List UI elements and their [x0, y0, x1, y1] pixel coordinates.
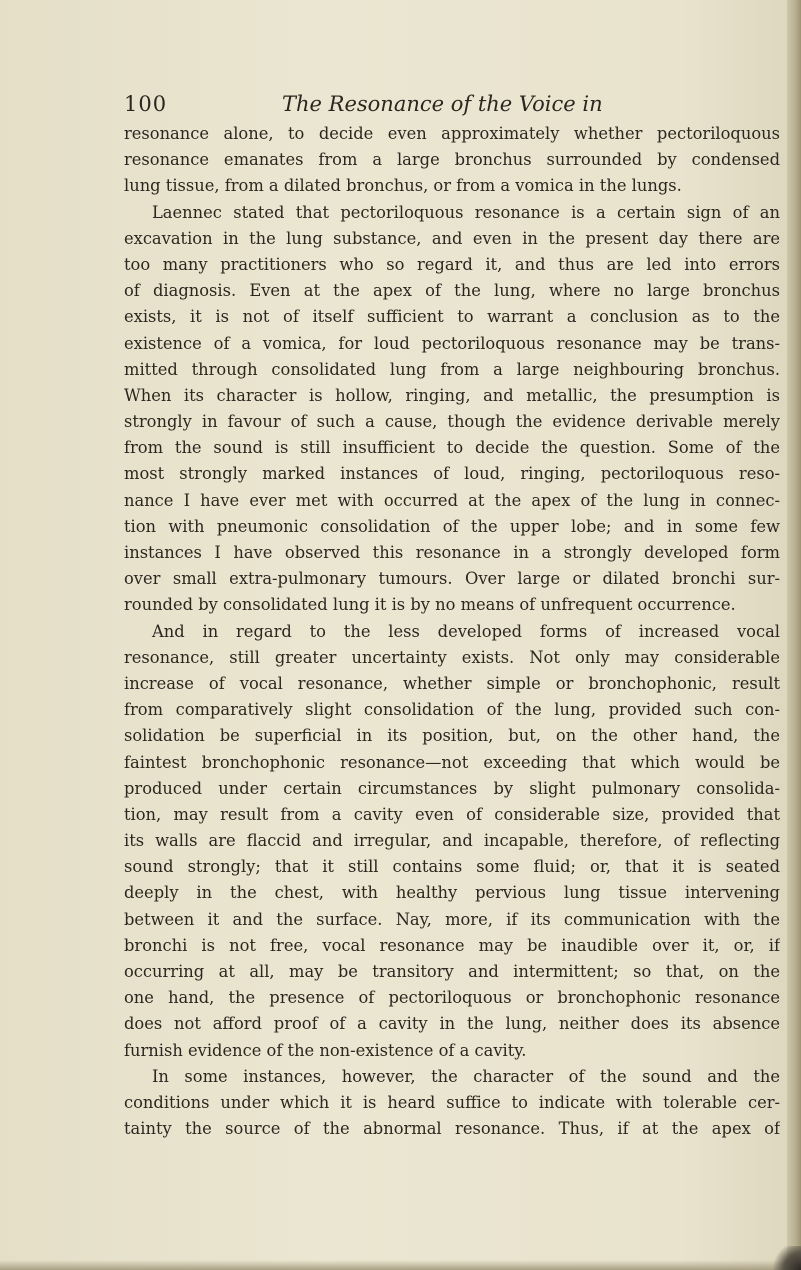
text-line: over small extra-pulmonary tumours. Over large or dilated bronchi sur- [124, 569, 780, 589]
text-line: resonance emanates from a large bronchus surrounded by condensed [124, 150, 780, 170]
text-line: tainty the source of the abnormal resonance. Thus, if at the apex of [124, 1119, 780, 1139]
text-line: tion, may result from a cavity even of considerable size, provided that [124, 804, 780, 824]
text-line: increase of vocal resonance, whether simple or bronchophonic, result [124, 673, 780, 693]
page-corner-shadow [771, 1246, 801, 1270]
text-line: resonance alone, to decide even approximately whether pectoriloquous [124, 124, 780, 143]
text-line: furnish evidence of the non-existence of a cavity. [124, 1040, 527, 1060]
page-edge-shadow [787, 0, 801, 1270]
running-title: The Resonance of the Voice in [282, 92, 603, 116]
text-line: faintest bronchophonic resonance—not exceeding that which would be [124, 752, 780, 772]
text-line: its walls are flaccid and irregular, and incapable, therefore, of reflecting [124, 831, 780, 851]
text-line: Laennec stated that pectoriloquous resonance is a certain sign of an [152, 202, 780, 222]
text-line: In some instances, however, the character of the sound and the [152, 1066, 780, 1086]
text-line: deeply in the chest, with healthy pervious lung tissue intervening [124, 883, 780, 903]
text-line: lung tissue, from a dilated bronchus, or from a vomica in the lungs. [124, 176, 682, 196]
text-line: most strongly marked instances of loud, ringing, pectoriloquous reso- [124, 464, 780, 484]
text-line: mitted through consolidated lung from a large neighbouring bronchus. [124, 359, 780, 379]
text-line: existence of a vomica, for loud pectoriloquous resonance may be trans- [124, 333, 780, 353]
text-line: does not afford proof of a cavity in the lung, neither does its absence [124, 1014, 780, 1034]
text-line: of diagnosis. Even at the apex of the lung, where no large bronchus [124, 281, 780, 301]
text-line: conditions under which it is heard suffice to indicate with tolerable cer- [124, 1092, 780, 1112]
text-line: too many practitioners who so regard it, and thus are led into errors [124, 254, 780, 274]
text-line: solidation be superficial in its position, but, on the other hand, the [124, 726, 780, 746]
text-line: excavation in the lung substance, and even in the present day there are [124, 228, 780, 248]
page-bottom-edge [0, 1260, 801, 1270]
page-number: 100 [124, 92, 168, 116]
text-line: from the sound is still insufficient to decide the question. Some of the [124, 438, 780, 458]
text-line: occurring at all, may be transitory and intermittent; so that, on the [124, 962, 780, 981]
text-line: When its character is hollow, ringing, and metallic, the presumption is [124, 385, 780, 405]
text-line: strongly in favour of such a cause, though the evidence derivable merely [124, 412, 780, 432]
text-line: bronchi is not free, vocal resonance may be inaudible over it, or, if [124, 935, 780, 955]
text-line: sound strongly; that it still contains some fluid; or, that it is seated [124, 857, 780, 877]
text-line: from comparatively slight consolidation of the lung, provided such con- [124, 700, 780, 720]
text-line: one hand, the presence of pectoriloquous or bronchophonic resonance [124, 988, 780, 1008]
body-text [124, 121, 780, 1142]
text-line: rounded by consolidated lung it is by no means of unfrequent occurrence. [124, 595, 736, 615]
text-line: instances I have observed this resonance in a strongly developed form [124, 543, 780, 562]
text-line: produced under certain circumstances by slight pulmonary consolida- [124, 778, 780, 798]
text-line: resonance, still greater uncertainty exists. Not only may considerable [124, 647, 780, 667]
text-line: exists, it is not of itself sufficient to warrant a conclusion as to the [124, 307, 780, 327]
text-line: And in regard to the less developed forms of increased vocal [152, 621, 780, 641]
text-line: nance I have ever met with occurred at the apex of the lung in connec- [124, 490, 780, 510]
text-line: tion with pneumonic consolidation of the upper lobe; and in some few [124, 516, 780, 536]
text-line: between it and the surface. Nay, more, if its communication with the [124, 909, 780, 929]
